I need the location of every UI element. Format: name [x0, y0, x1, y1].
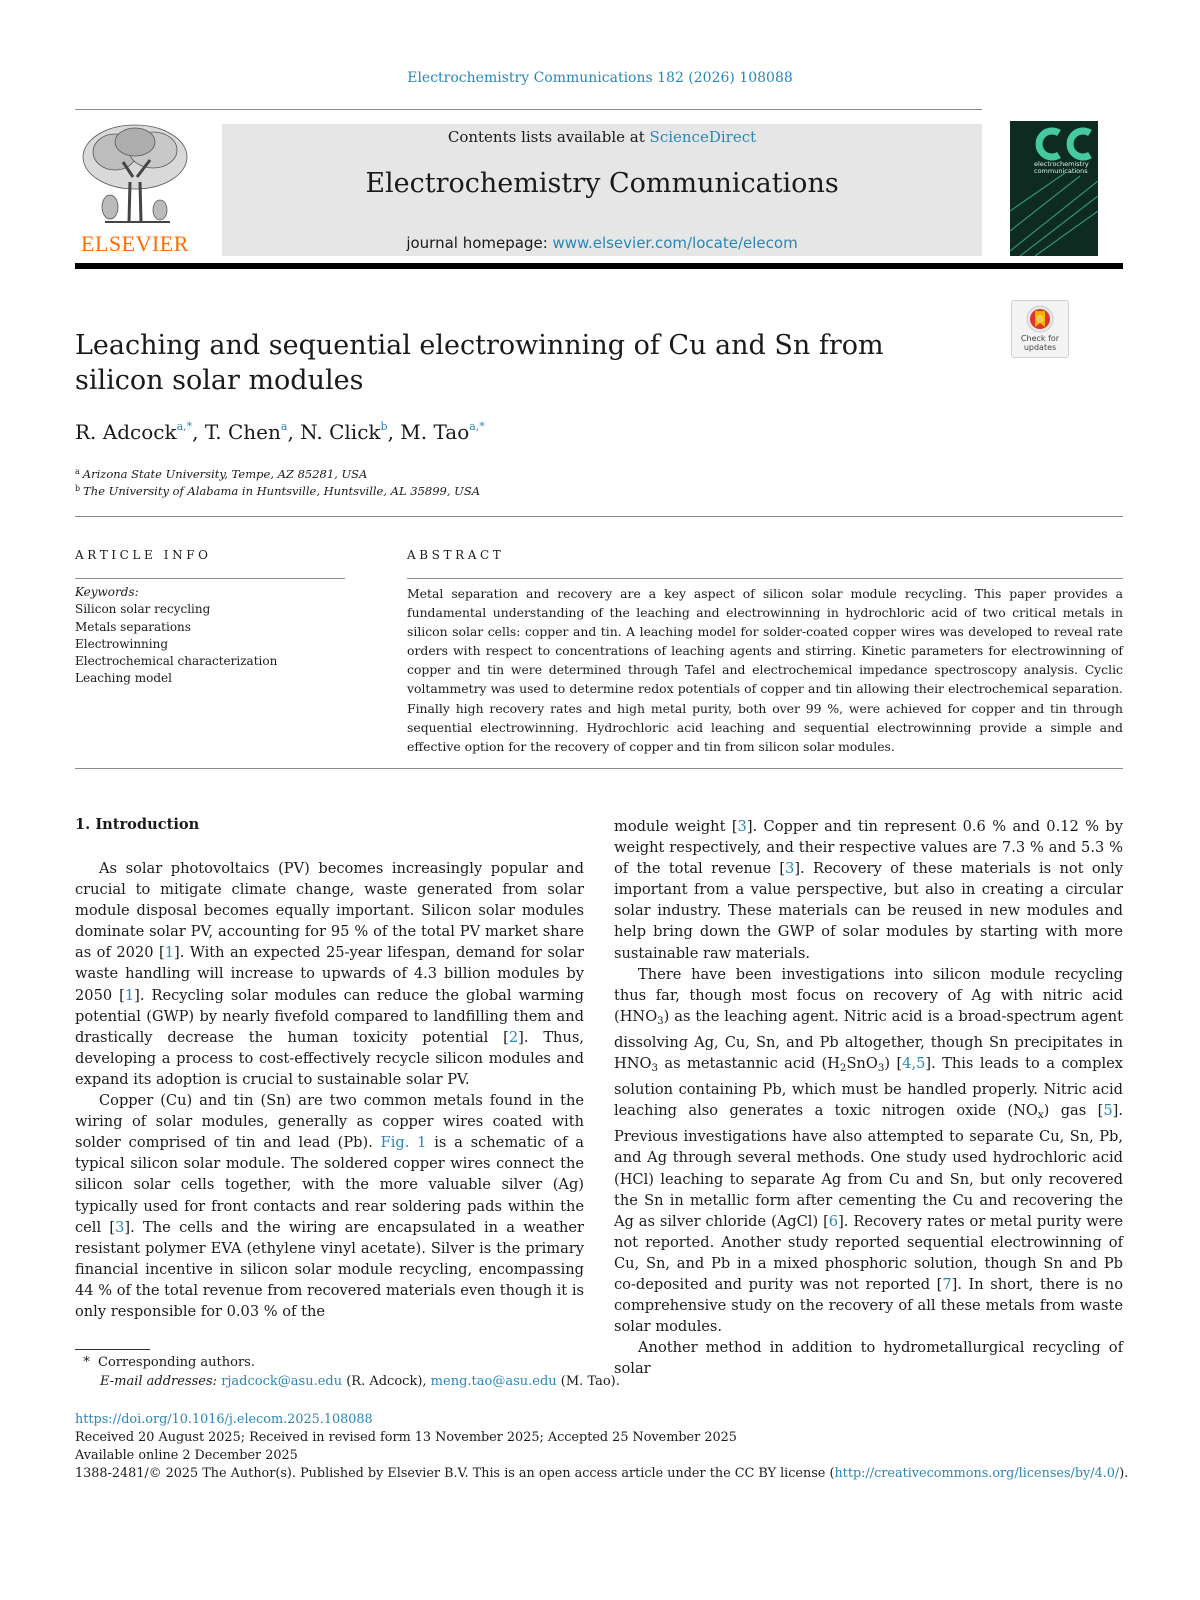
citation-link[interactable]: 4,5 — [902, 1055, 926, 1073]
available-online: Available online 2 December 2025 — [75, 1448, 298, 1463]
citation-link[interactable]: 1 — [124, 986, 135, 1004]
citation-link[interactable]: 6 — [828, 1212, 839, 1230]
journal-cover-image[interactable] — [1010, 111, 1098, 256]
journal-title[interactable]: Electrochemistry Communications — [365, 168, 839, 199]
author-affiliation-mark[interactable]: a — [280, 420, 288, 433]
author-affiliation-mark[interactable]: a,* — [469, 420, 485, 433]
intro-paragraph-3: module weight [3]. Copper and tin represent 0.6 % and 0.12 % by weight respectively, and their respective values are 7.3 % and 5.3 % of the total revenue [3]. Recovery of these materials is not only important from a value perspective, but also in creating a circular solar industry. These materials can be reused in new modules and help bring down the GWP of solar modules by starting with more sustainable raw materials. — [614, 818, 1124, 962]
affiliation-a — [75, 467, 367, 481]
citation-link[interactable]: 7 — [942, 1275, 952, 1293]
intro-paragraph-5: Another method in addition to hydrometallurgical recycling of solar — [614, 1339, 1123, 1378]
abstract-text: Metal separation and recovery are a key aspect of silicon solar module recycling. This paper provides a fundamental understanding of the leaching and electrowinning in hydrochloric acid of two critical metals in silicon solar cells: copper and tin. A leaching model for solder-coated copper wires was developed to reveal rate orders with respect to concentrations of leaching agents and stirring. Kinetic parameters for electrowinning of copper and tin were determined through Tafel and electrochemical impedance spectroscopy analysis. Cyclic voltammetry was used to determine redox potentials of copper and tin allowing their electrochemical separation. Finally high recovery rates and high metal purity, both over 99 %, were achieved for copper and tin through sequential electrowinning. Hydrochloric acid leaching and sequential electrowinning provide a simple and effective option for the recovery of copper and tin from silicon solar modules. — [407, 586, 1123, 754]
author-name[interactable]: M. Tao — [400, 420, 470, 444]
author-list: R. Adcock$^{a,*}$, T. Chen$^a$, N. Click$^b$, M. Tao$^{a,*}$ — [75, 420, 485, 444]
citation-link[interactable]: 2 — [508, 1028, 519, 1046]
received-dates: Received 20 August 2025; Received in revised form 13 November 2025; Accepted 25 November 2025 — [75, 1430, 737, 1445]
check-for-updates-badge[interactable] — [1011, 300, 1069, 358]
keyword-item: Silicon solar recycling — [75, 602, 211, 617]
article-info-heading: ARTICLE INFO — [75, 548, 212, 562]
contents-prefix: Contents lists available at — [447, 128, 650, 146]
intro-paragraph-4: There have been investigations into silicon module recycling thus far, though most focus on recovery of Ag with nitric acid $(HNO_3)$ as the leaching agent. Nitric acid is a broad-spectrum agent dissolving Ag, Cu, Sn, and Pb altogether, though Sn precipitates in $HNO_3$ as metastannic acid $(H_2SnO_3)$ [4,5]. This leads to a complex solution containing Pb, which must be handled properly. Nitric acid leaching also generates a toxic nitrogen oxide $(NO_x)$ gas [5]. Previous investigations have also attempted to separate Cu, Sn, Pb, and Ag through several methods. One study used hydrochloric acid (HCl) leaching to separate Ag from Cu and Sn, but only recovered the Sn in metallic form after cementing the Cu and recovering the Ag as silver chloride (AgCl) [6]. Recovery rates or metal purity were not reported. Another study reported sequential electrowinning of Cu, Sn, and Pb in a mixed phosphoric solution, though Sn and Pb co-deposited and purity was not reported [7]. In short, there is no comprehensive study on the recovery of all these metals from waste solar modules. — [614, 965, 1123, 1336]
corresponding-authors-note: * Corresponding authors. — [75, 1355, 255, 1370]
figure-link[interactable]: Fig. 1 — [380, 1134, 427, 1152]
sciencedirect-link[interactable]: ScienceDirect — [649, 128, 757, 146]
email-link[interactable]: rjadcock@asu.edu — [221, 1374, 343, 1389]
cover-artwork-icon — [1010, 111, 1098, 256]
article-info-rule — [75, 578, 345, 579]
crossmark-icon — [1012, 303, 1068, 337]
journal-reference[interactable]: Electrochemistry Communications 182 (2026) 108088 — [407, 70, 793, 86]
keywords-block — [75, 584, 277, 688]
email-addresses-note: E-mail addresses: rjadcock@asu.edu (R. Adcock), meng.tao@asu.edu (M. Tao). — [100, 1374, 620, 1389]
keyword-item: Leaching model — [75, 671, 172, 686]
abstract-rule — [407, 578, 1123, 579]
contents-line — [222, 128, 982, 146]
affiliation-text: The University of Alabama in Huntsville, Huntsville, AL 35899, USA — [83, 484, 481, 498]
introduction-heading: 1. Introduction — [75, 816, 200, 833]
author-affiliation-mark[interactable]: a,* — [176, 420, 193, 433]
header-thick-rule — [75, 263, 1123, 269]
right-text-column — [614, 816, 1123, 1379]
keywords-label: Keywords: — [75, 585, 139, 599]
header-divider — [75, 109, 982, 110]
affiliation-text: Arizona State University, Tempe, AZ 85281, USA — [82, 467, 368, 481]
elsevier-tree-icon — [75, 122, 195, 230]
author-name[interactable]: R. Adcock — [75, 420, 177, 444]
affiliation-mark: b — [75, 484, 81, 493]
journal-homepage-line — [222, 234, 982, 252]
journal-banner — [222, 124, 982, 256]
footnote-rule — [75, 1349, 150, 1350]
homepage-prefix: journal homepage: — [406, 234, 553, 252]
abstract-heading: ABSTRACT — [407, 548, 505, 562]
intro-paragraph-2: Copper (Cu) and tin (Sn) are two common metals found in the wiring of solar modules, generally as copper wires coated with solder comprised of tin and lead (Pb). Fig. 1 is a schematic of a typical silicon solar module. The soldered copper wires connect the silicon solar cells together, with the more valuable silver (Ag) typically used for front contacts and rear soldering pads within the cell [3]. The cells and the wiring are encapsulated in a weather resistant polymer EVA (ethylene vinyl acetate). Silver is the primary financial incentive in silicon solar module recycling, encompassing 44 % of the total revenue from recovered materials even though it is only responsible for 0.03 % of the — [75, 1092, 584, 1320]
cover-title: electrochemistry communications — [1034, 160, 1089, 175]
license-link[interactable]: http://creativecommons.org/licenses/by/4.0/ — [834, 1466, 1120, 1481]
abstract-bottom-divider — [75, 768, 1123, 769]
check-for-updates-label: Check for updates — [1020, 334, 1060, 352]
citation-link[interactable]: 3 — [737, 818, 747, 835]
license-line: 1388-2481/© 2025 The Author(s). Published by Elsevier B.V. This is an open access article under the CC BY license (http://creativecommons.org/licenses/by/4.0/). — [75, 1466, 1129, 1481]
footnote-text: Corresponding authors. — [98, 1355, 255, 1370]
keyword-item: Electrowinning — [75, 636, 169, 651]
citation-link[interactable]: 3 — [785, 860, 795, 878]
journal-homepage-link[interactable]: www.elsevier.com/locate/elecom — [552, 234, 798, 252]
citation-link[interactable]: 5 — [1103, 1102, 1113, 1120]
left-text-column — [75, 858, 584, 1322]
doi-url[interactable]: https://doi.org/10.1016/j.elecom.2025.108088 — [75, 1412, 373, 1427]
keyword-item: Metals separations — [75, 619, 191, 634]
email-link[interactable]: meng.tao@asu.edu — [430, 1374, 557, 1389]
doi-link[interactable] — [75, 1411, 373, 1429]
elsevier-wordmark: ELSEVIER — [81, 231, 189, 256]
author-name[interactable]: T. Chen — [204, 420, 281, 444]
affiliation-b — [75, 484, 480, 498]
intro-paragraph-1: As solar photovoltaics (PV) becomes increasingly popular and crucial to mitigate climate change, waste generated from solar module disposal becomes equally important. Silicon solar modules dominate solar PV, accounting for 95 % of the total PV market share as of 2020 [1]. With an expected 25-year lifespan, demand for solar waste handling will increase to upwards of 4.3 billion modules by 2050 [1]. Recycling solar modules can reduce the global warming potential (GWP) by nearly fivefold compared to landfilling them and drastically decrease the human toxicity potential [2]. Thus, developing a process to cost-effectively recycle silicon modules and expand its adoption is crucial to sustainable solar PV. — [75, 860, 584, 1088]
elsevier-logo[interactable] — [75, 122, 195, 257]
email-label: E-mail addresses: — [100, 1374, 218, 1389]
author-name[interactable]: N. Click — [300, 420, 381, 444]
affiliation-mark: a — [75, 467, 80, 476]
article-title: Leaching and sequential electrowinning of Cu and Sn from silicon solar modules — [75, 330, 884, 396]
affiliation-divider — [75, 516, 1123, 517]
author-affiliation-mark[interactable]: b — [380, 420, 388, 433]
citation-link[interactable]: 1 — [164, 944, 174, 962]
keyword-item: Electrochemical characterization — [75, 654, 278, 669]
citation-link[interactable]: 3 — [115, 1218, 125, 1236]
